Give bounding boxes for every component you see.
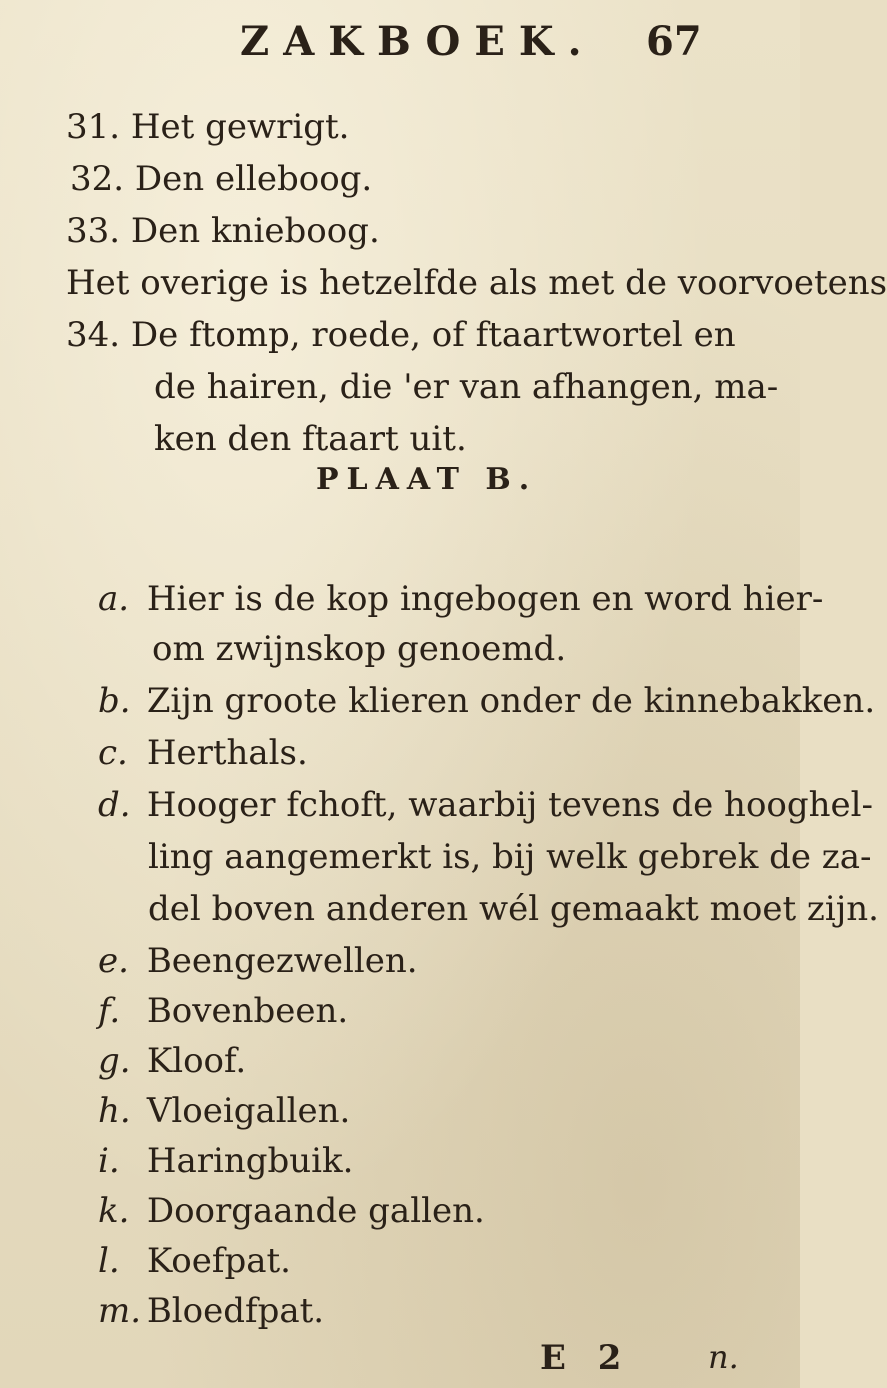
signature-mark: E 2	[540, 1338, 632, 1378]
item-number: 32.	[70, 159, 125, 199]
continuation-line: del boven anderen wél gemaakt moet zijn.	[148, 889, 879, 929]
continuation-line: ling aangemerkt is, bij welk gebrek de za-	[148, 837, 872, 877]
list-item	[66, 314, 736, 356]
item-label: h.	[98, 1091, 131, 1131]
item-text: Bovenbeen.	[146, 991, 349, 1031]
item-text: Hier is de kop ingebogen en word hier-	[146, 579, 824, 619]
item-number: 33.	[66, 211, 121, 251]
page-header	[0, 18, 800, 68]
list-item	[98, 990, 348, 1032]
list-item	[98, 680, 875, 722]
list-item	[70, 158, 372, 200]
item-text: Haringbuik.	[146, 1141, 354, 1181]
item-text: Vloeigallen.	[146, 1091, 351, 1131]
item-text: Den knieboog.	[130, 211, 380, 251]
list-item	[66, 106, 349, 148]
item-text: De ftomp, roede, of ftaartwortel en	[130, 315, 736, 355]
paragraph-line: Het overige is hetzelfde als met de voorvoetens	[66, 263, 887, 303]
item-text: Zijn groote klieren onder de kinnebakken.	[146, 681, 876, 721]
list-item	[98, 1290, 324, 1332]
item-number: 34.	[66, 315, 121, 355]
item-text: Doorgaande gallen.	[146, 1191, 485, 1231]
item-label: c.	[98, 733, 128, 773]
item-label: k.	[98, 1191, 130, 1231]
list-item	[98, 1090, 350, 1132]
section-heading: PLAAT B.	[316, 462, 538, 497]
item-label: l.	[98, 1241, 120, 1281]
item-text: Beengezwellen.	[146, 941, 418, 981]
page-number: 67	[646, 18, 702, 65]
item-text: Hooger fchoft, waarbij tevens de hooghel-	[146, 785, 874, 825]
item-label: f.	[98, 991, 121, 1031]
item-text: Bloedfpat.	[146, 1291, 325, 1331]
item-label: g.	[98, 1041, 131, 1081]
list-item	[98, 1240, 291, 1282]
item-label: d.	[98, 785, 131, 825]
item-text: Koefpat.	[146, 1241, 291, 1281]
running-title: ZAKBOEK.	[240, 18, 596, 65]
item-label: e.	[98, 941, 129, 981]
continuation-line: om zwijnskop genoemd.	[152, 629, 567, 669]
list-item	[98, 732, 308, 774]
list-item	[98, 784, 873, 826]
list-item	[98, 1190, 485, 1232]
item-text: Den elleboog.	[134, 159, 373, 199]
item-label: a.	[98, 579, 130, 619]
continuation-line: de hairen, die 'er van afhangen, ma-	[154, 367, 779, 407]
list-item	[98, 1040, 246, 1082]
list-item	[98, 578, 823, 620]
item-text: Herthals.	[146, 733, 308, 773]
item-label: b.	[98, 681, 131, 721]
catchword: n.	[708, 1338, 739, 1376]
item-text: Kloof.	[146, 1041, 247, 1081]
item-label: i.	[98, 1141, 120, 1181]
item-number: 31.	[66, 107, 121, 147]
list-item	[98, 1140, 353, 1182]
continuation-line: ken den ftaart uit.	[154, 419, 467, 459]
item-label: m.	[98, 1291, 142, 1331]
list-item	[66, 210, 380, 252]
list-item	[98, 940, 418, 982]
item-text: Het gewrigt.	[130, 107, 350, 147]
